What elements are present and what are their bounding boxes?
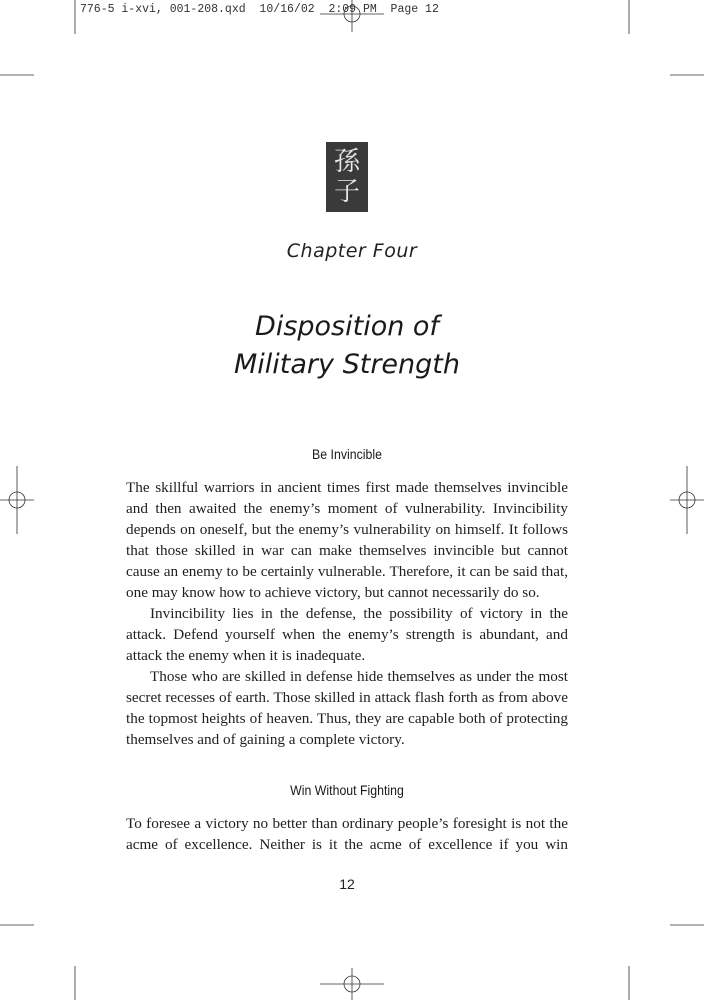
chapter-title <box>0 308 694 384</box>
print-slug: 776-5 i-xvi, 001-208.qxd 10/16/02 2:09 PM Page 12 <box>80 3 439 16</box>
paragraph: The skillful warriors in ancient times first made themselves invincible and then awaited the enemy’s moment of vulnerability. Invincibility depends on oneself, but the enemy’s vulnerability on himself. It follows that those skilled in war can make themselves invincible but cannot cause an enemy to be certainly vulnerable. Therefore, it can be said that, one may know how to achieve victory, but cannot necessarily do so. <box>126 479 568 601</box>
page-number: 12 <box>339 876 355 892</box>
seal-character-1: 孫 <box>333 147 360 177</box>
paragraph: To foresee a victory no better than ordinary people’s foresight is not the acme of excellence. Neither is it the acme of excellence if you win <box>126 815 568 853</box>
chapter-title-line-1: Disposition of <box>255 311 439 342</box>
seal-character-2: 子 <box>333 177 360 207</box>
section-body-be-invincible <box>126 477 568 750</box>
chapter-title-line-2: Military Strength <box>234 349 460 380</box>
section-body-win-without-fighting <box>126 813 568 855</box>
paragraph: Invincibility lies in the defense, the possibility of victory in the attack. Defend yourself when the enemy’s strength is abundant, and attack the enemy when it is inadequate. <box>126 605 568 664</box>
section-heading-be-invincible: Be Invincible <box>312 446 382 462</box>
section-heading-win-without-fighting: Win Without Fighting <box>290 782 404 798</box>
paragraph: Those who are skilled in defense hide themselves as under the most secret recesses of earth. Those skilled in attack flash forth as from above the topmost heights of heaven. Thus, they are capable both of protecting themselves and of gaining a complete victory. <box>126 668 568 748</box>
sun-tzu-seal <box>326 142 368 212</box>
chapter-label: Chapter Four <box>286 240 418 262</box>
